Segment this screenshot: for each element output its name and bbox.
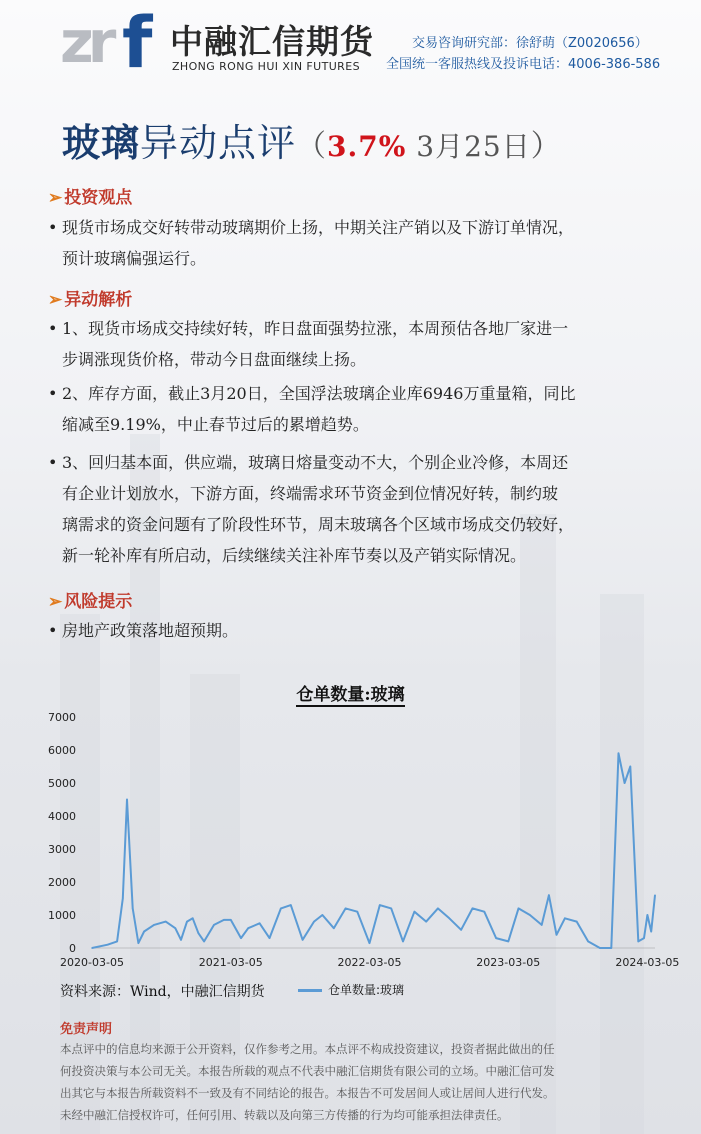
data-point	[637, 941, 639, 943]
data-point	[302, 939, 304, 941]
data-point	[280, 908, 282, 910]
data-point	[425, 921, 427, 923]
para-line: 现货市场成交好转带动玻璃期价上扬，中期关注产销以及下游订单情况，	[62, 218, 575, 237]
data-point	[107, 944, 109, 946]
data-point	[460, 929, 462, 931]
data-point	[564, 918, 566, 920]
disclaimer-line: 何投资决策与本公司无关。本报告所载的观点不代表中融汇信期货有限公司的立场。中融汇信可发	[60, 1064, 555, 1078]
logo-f: f	[122, 2, 153, 84]
data-point	[390, 908, 392, 910]
disclaimer-line: 本点评中的信息均来源于公开资料，仅作参考之用。本点评不构成投资建议，投资者据此做出的任	[60, 1042, 555, 1056]
data-point	[333, 927, 335, 929]
data-point	[599, 947, 601, 949]
legend-label: 仓单数量:玻璃	[328, 983, 405, 997]
disclaimer-text	[60, 1038, 650, 1126]
para-line: 步调涨现货价格，带动今日盘面继续上扬。	[62, 350, 367, 369]
arrow-icon: ➢	[48, 290, 63, 310]
x-tick-label: 2021-03-05	[198, 956, 263, 969]
data-point	[132, 908, 134, 910]
data-point	[186, 921, 188, 923]
series-line	[92, 753, 655, 948]
logo-mark: zr	[60, 8, 111, 76]
para-line: 2、库存方面，截止3月20日，全国浮法玻璃企业库6946万重量箱，同比	[62, 384, 576, 403]
para-line: 缩减至9.19%，中止春节过后的累增趋势。	[62, 415, 369, 434]
x-tick-label: 2023-03-05	[476, 956, 541, 969]
data-point	[529, 914, 531, 916]
data-point	[122, 898, 124, 900]
para-line: 璃需求的资金问题有了阶段性环节，周末玻璃各个区域市场成交仍较好，	[62, 515, 575, 534]
data-point	[203, 941, 205, 943]
chart-title-text: 仓单数量:玻璃	[296, 685, 405, 705]
y-tick-label: 1000	[48, 909, 76, 922]
data-point	[643, 937, 645, 939]
data-point	[402, 941, 404, 943]
section-title: 风险提示	[64, 592, 133, 612]
company-logo	[60, 2, 380, 84]
data-point	[556, 934, 558, 936]
section-investment-view	[48, 183, 132, 208]
data-point	[618, 753, 620, 755]
data-point	[647, 914, 649, 916]
disclaimer-line: 未经中融汇信授权许可，任何引用、转载以及向第三方传播的行为均可能承担法律责任。	[60, 1108, 509, 1122]
data-point	[116, 941, 118, 943]
contact-info	[386, 33, 660, 75]
data-point	[269, 937, 271, 939]
bullet-icon: •	[48, 384, 58, 403]
bullet-icon: •	[48, 218, 58, 237]
title-date: 3月25日	[406, 130, 531, 163]
data-point	[345, 908, 347, 910]
section-title: 投资观点	[64, 188, 133, 208]
paragraph-risk	[48, 615, 660, 646]
data-point	[230, 919, 232, 921]
title-product: 玻璃	[62, 120, 141, 165]
title-change-pct: 3.7%	[327, 130, 407, 163]
data-point	[153, 924, 155, 926]
company-name-cn: 中融汇信期货	[170, 22, 374, 61]
data-point	[290, 904, 292, 906]
data-point	[198, 932, 200, 934]
para-line: 预计玻璃偏强运行。	[62, 249, 207, 268]
legend-swatch	[298, 989, 322, 992]
data-point	[472, 908, 474, 910]
title-paren-open: （	[296, 129, 328, 164]
data-point	[624, 782, 626, 784]
hotline-line: 全国统一客服热线及投诉电话：4006-386-586	[386, 57, 661, 72]
chart-legend	[298, 981, 404, 998]
x-tick-label: 2022-03-05	[337, 956, 402, 969]
title-paren-close: ）	[530, 129, 562, 164]
data-point	[654, 894, 656, 896]
y-tick-label: 5000	[48, 777, 76, 790]
title-type: 异动点评	[140, 121, 297, 165]
data-source: 资料来源：Wind，中融汇信期货	[60, 984, 265, 1000]
report-title	[62, 112, 562, 167]
x-tick-label: 2024-03-05	[615, 956, 680, 969]
data-point	[180, 939, 182, 941]
data-point	[138, 942, 140, 944]
data-point	[576, 921, 578, 923]
data-point	[223, 919, 225, 921]
y-tick-label: 4000	[48, 810, 76, 823]
disclaimer-line: 出其它与本报告所载资料不一致及有不同结论的报告。本报告不可发居间人或让居间人进行代发。	[60, 1086, 555, 1100]
data-point	[650, 931, 652, 933]
data-point	[165, 921, 167, 923]
data-point	[369, 942, 371, 944]
y-tick-label: 7000	[48, 711, 76, 724]
para-line: 1、现货市场成交持续好转，昨日盘面强势拉涨，本周预估各地厂家进一	[62, 319, 569, 338]
para-line: 3、回归基本面，供应端，玻璃日熔量变动不大，个别企业冷修，本周还	[62, 453, 569, 472]
paragraph-analysis-2	[48, 378, 660, 440]
warehouse-receipt-chart	[0, 700, 701, 975]
section-risk	[48, 587, 132, 612]
y-tick-label: 2000	[48, 876, 76, 889]
data-point	[247, 927, 249, 929]
bullet-icon: •	[48, 453, 58, 472]
paragraph-analysis-1	[48, 313, 660, 375]
x-tick-label: 2020-03-05	[60, 956, 124, 969]
y-tick-label: 6000	[48, 744, 76, 757]
data-point	[484, 911, 486, 913]
data-point	[143, 931, 145, 933]
y-tick-label: 0	[69, 942, 76, 955]
data-point	[414, 911, 416, 913]
data-point	[587, 941, 589, 943]
data-point	[126, 799, 128, 801]
company-name-en: ZHONG RONG HUI XIN FUTURES	[172, 60, 360, 73]
data-point	[91, 947, 93, 949]
y-tick-label: 3000	[48, 843, 76, 856]
data-point	[240, 937, 242, 939]
section-title: 异动解析	[64, 290, 133, 310]
data-point	[213, 924, 215, 926]
data-point	[541, 924, 543, 926]
data-point	[174, 927, 176, 929]
data-point	[192, 918, 194, 920]
section-analysis	[48, 285, 132, 310]
data-point	[313, 921, 315, 923]
para-line: 新一轮补库有所启动，后续继续关注补库节奏以及产销实际情况。	[62, 546, 527, 565]
data-point	[495, 937, 497, 939]
data-point	[357, 911, 359, 913]
data-point	[259, 922, 261, 924]
bullet-icon: •	[48, 621, 58, 640]
data-point	[548, 894, 550, 896]
data-point	[449, 918, 451, 920]
data-point	[379, 904, 381, 906]
bullet-icon: •	[48, 319, 58, 338]
data-point	[322, 914, 324, 916]
arrow-icon: ➢	[48, 188, 63, 208]
data-point	[437, 908, 439, 910]
para-line: 房地产政策落地超预期。	[62, 621, 239, 640]
data-point	[629, 766, 631, 768]
analyst-line: 交易咨询研究部：徐舒萌（Z0020656）	[412, 36, 648, 51]
data-point	[518, 908, 520, 910]
paragraph-view	[48, 212, 660, 274]
data-point	[610, 947, 612, 949]
para-line: 有企业计划放水，下游方面，终端需求环节资金到位情况好转，制约玻	[62, 484, 559, 503]
disclaimer-title: 免责声明	[60, 1022, 113, 1037]
arrow-icon: ➢	[48, 592, 63, 612]
data-point	[507, 941, 509, 943]
paragraph-analysis-3	[48, 447, 660, 571]
